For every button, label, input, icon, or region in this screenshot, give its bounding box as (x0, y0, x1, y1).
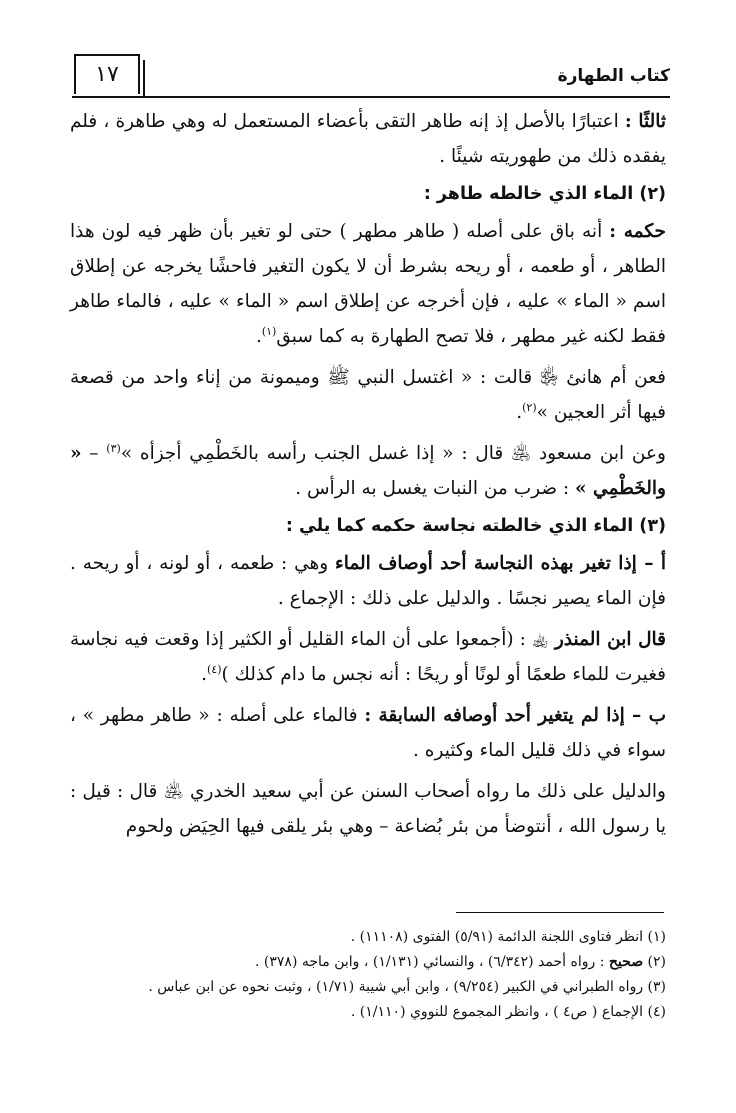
section-heading-pure-mixed (70, 176, 666, 212)
paragraph-label: حكمه : (609, 221, 666, 242)
running-header (72, 54, 670, 98)
paragraph-text: وهي : طعمه ، أو لونه ، أو ريحه . فإن الماء يصير نجسًا . والدليل على ذلك : الإجماع . (70, 553, 666, 609)
footnote-ref[interactable]: (٢) (522, 400, 537, 414)
paragraph-text: وعن ابن مسعود ﵁ قال : « إذا غسل الجنب رأسه بالخَطْمِي أجزأه » (120, 443, 666, 464)
paragraph-case-b (70, 698, 666, 768)
paragraph-label: ب – إذا لم يتغير أحد أوصافه السابقة : (364, 705, 666, 726)
heading-text: (٣) الماء الذي خالطته نجاسة حكمه كما يلي : (285, 516, 666, 536)
paragraph-ibn-almundhir: قال ابن المنذر ﵀ : (أجمعوا على أن الماء القليل أو الكثير إذا وقعت فيه نجاسة فغيرت للماء طعمًا أو لونًا أو ريحًا : أنه نجس ما دام كذلك )$^{(٤)}$. (70, 629, 666, 685)
footnotes (70, 925, 666, 1025)
page-number: ١٧ (74, 54, 140, 94)
paragraph-label: ثالثًا : (624, 111, 666, 132)
heading-text: (٢) الماء الذي خالطه طاهر : (423, 184, 666, 204)
dash: – (81, 443, 107, 464)
paragraph-ruling: حكمه : أنه باق على أصله ( طاهر مطهر ) حتى لو تغير بأن ظهر فيه لون هذا الطاهر ، أو طعمه ، أو ريحه بشرط أن لا يكون التغير فاحشًا يخرجه عن إطلاق اسم « الماء » عليه ، فإن أخرجه عن إطلاق اسم « الماء » عليه ، فالماء طاهر فقط لكنه غير مطهر ، فلا تصح الطهارة به كما سبق$^{(١)}$. (70, 221, 666, 347)
paragraph-text: فالماء على أصله : « طاهر مطهر » ، سواء في ذلك قليل الماء وكثيره . (70, 705, 666, 761)
paragraph-text: أنه باق على أصله ( طاهر مطهر ) حتى لو تغير بأن ظهر فيه لون هذا الطاهر ، أو طعمه ، أو ريحه بشرط أن لا يكون التغير فاحشًا يخرجه عن إطلاق اسم « الماء » عليه ، فإن أخرجه عن إطلاق اسم « الماء » عليه ، فالماء طاهر فقط لكنه غير مطهر ، فلا تصح الطهارة به كما سبق (70, 221, 666, 347)
paragraph-ibn-masud-hadith (70, 436, 666, 506)
footnote-ref[interactable]: (١) (261, 324, 277, 338)
footnote-3: (٣) رواه الطبراني في الكبير (٩/٢٥٤) ، وابن أبي شيبة (١/٧١) ، وثبت نحوه عن ابن عباس . (148, 979, 666, 995)
book-title: كتاب الطهارة (557, 66, 670, 86)
footnote-grading-label: صحيح (608, 954, 644, 970)
header-rule (72, 96, 670, 98)
section-heading-impure-mixed (70, 508, 666, 544)
defined-term: « والخَطْمِي » (70, 443, 666, 499)
main-text (70, 104, 666, 846)
footnote-2: (٢) صحيح : رواه أحمد (٦/٣٤٢) ، والنسائي (١/١٣١) ، وابن ماجه (٣٧٨) . (255, 954, 666, 970)
footnote-ref[interactable]: (٣) (106, 441, 121, 455)
paragraph-text: اعتبارًا بالأصل إذ إنه طاهر التقى بأعضاء المستعمل له وهي طاهرة ، فلم يفقده ذلك من طهوريته شيئًا . (70, 111, 666, 167)
footnote-1: (١) انظر فتاوى اللجنة الدائمة (٥/٩١) الفتوى (١١١٠٨) . (350, 929, 666, 945)
paragraph-label: أ – إذا تغير بهذه النجاسة أحد أوصاف الماء (335, 553, 666, 574)
paragraph-text: فعن أم هانئ ﵂ قالت : « اغتسل النبي ﷺ وميمونة من إناء واحد من قصعة فيها أثر العجين » (70, 367, 666, 423)
paragraph-case-a (70, 546, 666, 616)
footnote-ref[interactable]: (٤) (207, 662, 222, 676)
honorific: ﵀ (525, 629, 555, 650)
paragraph-text: والدليل على ذلك ما رواه أصحاب السنن عن أبي سعيد الخدري ﵁ قال : قيل : يا رسول الله ، أنتوضأ من بئر بُضاعة – وهي بئر يلقى فيها الحِيَض ولحوم (70, 781, 666, 837)
footnote-separator (456, 912, 664, 913)
paragraph-text: : (أجمعوا على أن الماء القليل أو الكثير إذا وقعت فيه نجاسة فغيرت للماء طعمًا أو لونًا أو ريحًا : أنه نجس ما دام كذلك ) (70, 629, 666, 685)
footnote-4: (٤) الإجماع ( ص٤ ) ، وانظر المجموع للنووي (١/١١٠) . (350, 1004, 666, 1020)
paragraph-umm-hani-hadith: فعن أم هانئ ﵂ قالت : « اغتسل النبي ﷺ وميمونة من إناء واحد من قصعة فيها أثر العجين »$^{(٢)}$. (70, 367, 666, 423)
paragraph-third-reason (70, 104, 666, 174)
paragraph-evidence (70, 774, 666, 844)
definition-text: : ضرب من النبات يغسل به الرأس . (295, 478, 576, 499)
paragraph-label: قال ابن المنذر (554, 629, 666, 650)
